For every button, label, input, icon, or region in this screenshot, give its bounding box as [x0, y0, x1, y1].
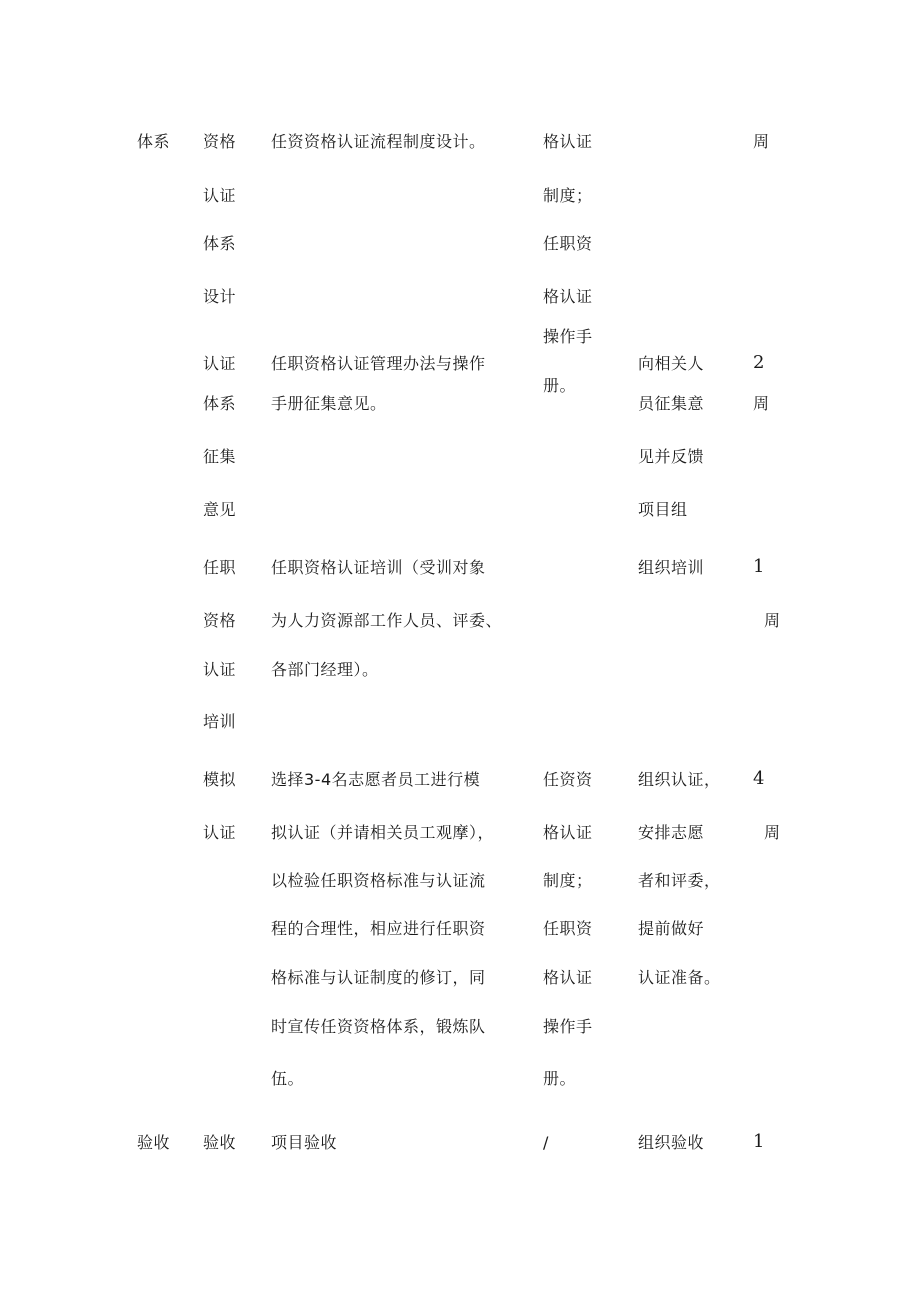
content-cell: 各部门经理）。	[271, 660, 379, 679]
task-cell: 资格	[203, 611, 237, 630]
output-cell: 操作手	[543, 327, 593, 346]
output-cell: 制度；	[543, 186, 593, 205]
duration-unit: 周	[753, 394, 770, 413]
output-cell: 任职资	[543, 234, 593, 253]
task-cell: 征集	[203, 447, 237, 466]
content-cell: 伍。	[271, 1069, 305, 1088]
responsible-cell: 提前做好	[638, 919, 705, 938]
task-cell: 认证	[203, 354, 237, 373]
content-cell: 选择3-4名志愿者员工进行模	[271, 770, 481, 789]
task-cell: 设计	[203, 287, 237, 306]
content-cell: 任资资格认证流程制度设计。	[271, 132, 486, 151]
output-cell: 任资资	[543, 770, 593, 789]
duration-cell: 周	[753, 132, 770, 151]
content-cell: 格标准与认证制度的修订，同	[271, 968, 486, 987]
content-cell: 拟认证（并请相关员工观摩），	[271, 823, 495, 842]
content-cell: 手册征集意见。	[271, 394, 387, 413]
output-cell: /	[543, 1133, 549, 1152]
output-cell: 操作手	[543, 1017, 593, 1036]
duration-number: 1	[753, 1131, 765, 1152]
duration-unit: 周	[764, 823, 781, 842]
content-cell: 任职资格认证管理办法与操作	[271, 354, 486, 373]
responsible-cell: 组织认证，	[638, 770, 721, 789]
output-cell: 格认证	[543, 968, 593, 987]
output-cell: 格认证	[543, 287, 593, 306]
content-cell: 程的合理性，相应进行任职资	[271, 919, 486, 938]
phase-cell: 体系	[137, 132, 171, 151]
task-cell: 任职	[203, 558, 237, 577]
content-cell: 时宣传任资资格体系，锻炼队	[271, 1017, 486, 1036]
content-cell: 任职资格认证培训（受训对象	[271, 558, 486, 577]
output-cell: 格认证	[543, 823, 593, 842]
output-cell: 册。	[543, 376, 577, 395]
task-cell: 资格	[203, 132, 237, 151]
responsible-cell: 认证准备。	[638, 968, 721, 987]
content-cell: 为人力资源部工作人员、评委、	[271, 611, 503, 630]
content-cell: 以检验任职资格标准与认证流	[271, 871, 486, 890]
task-cell: 意见	[203, 500, 237, 519]
responsible-cell: 项目组	[638, 500, 688, 519]
responsible-cell: 者和评委，	[638, 871, 721, 890]
duration-number: 1	[753, 556, 765, 577]
task-cell: 培训	[203, 712, 237, 731]
task-cell: 认证	[203, 660, 237, 679]
task-cell: 体系	[203, 394, 237, 413]
task-cell: 认证	[203, 186, 237, 205]
task-cell: 验收	[203, 1133, 237, 1152]
output-cell: 制度；	[543, 871, 593, 890]
output-cell: 册。	[543, 1069, 577, 1088]
duration-unit: 周	[764, 611, 781, 630]
responsible-cell: 组织培训	[638, 558, 705, 577]
responsible-cell: 安排志愿	[638, 823, 705, 842]
responsible-cell: 员征集意	[638, 394, 705, 413]
responsible-cell: 向相关人	[638, 354, 705, 373]
output-cell: 任职资	[543, 919, 593, 938]
output-cell: 格认证	[543, 132, 593, 151]
responsible-cell: 组织验收	[638, 1133, 705, 1152]
task-cell: 体系	[203, 234, 237, 253]
content-cell: 项目验收	[271, 1133, 338, 1152]
task-cell: 认证	[203, 823, 237, 842]
task-cell: 模拟	[203, 770, 237, 789]
responsible-cell: 见并反馈	[638, 447, 705, 466]
duration-number: 2	[753, 352, 765, 373]
phase-cell: 验收	[137, 1133, 171, 1152]
duration-number: 4	[753, 768, 765, 789]
